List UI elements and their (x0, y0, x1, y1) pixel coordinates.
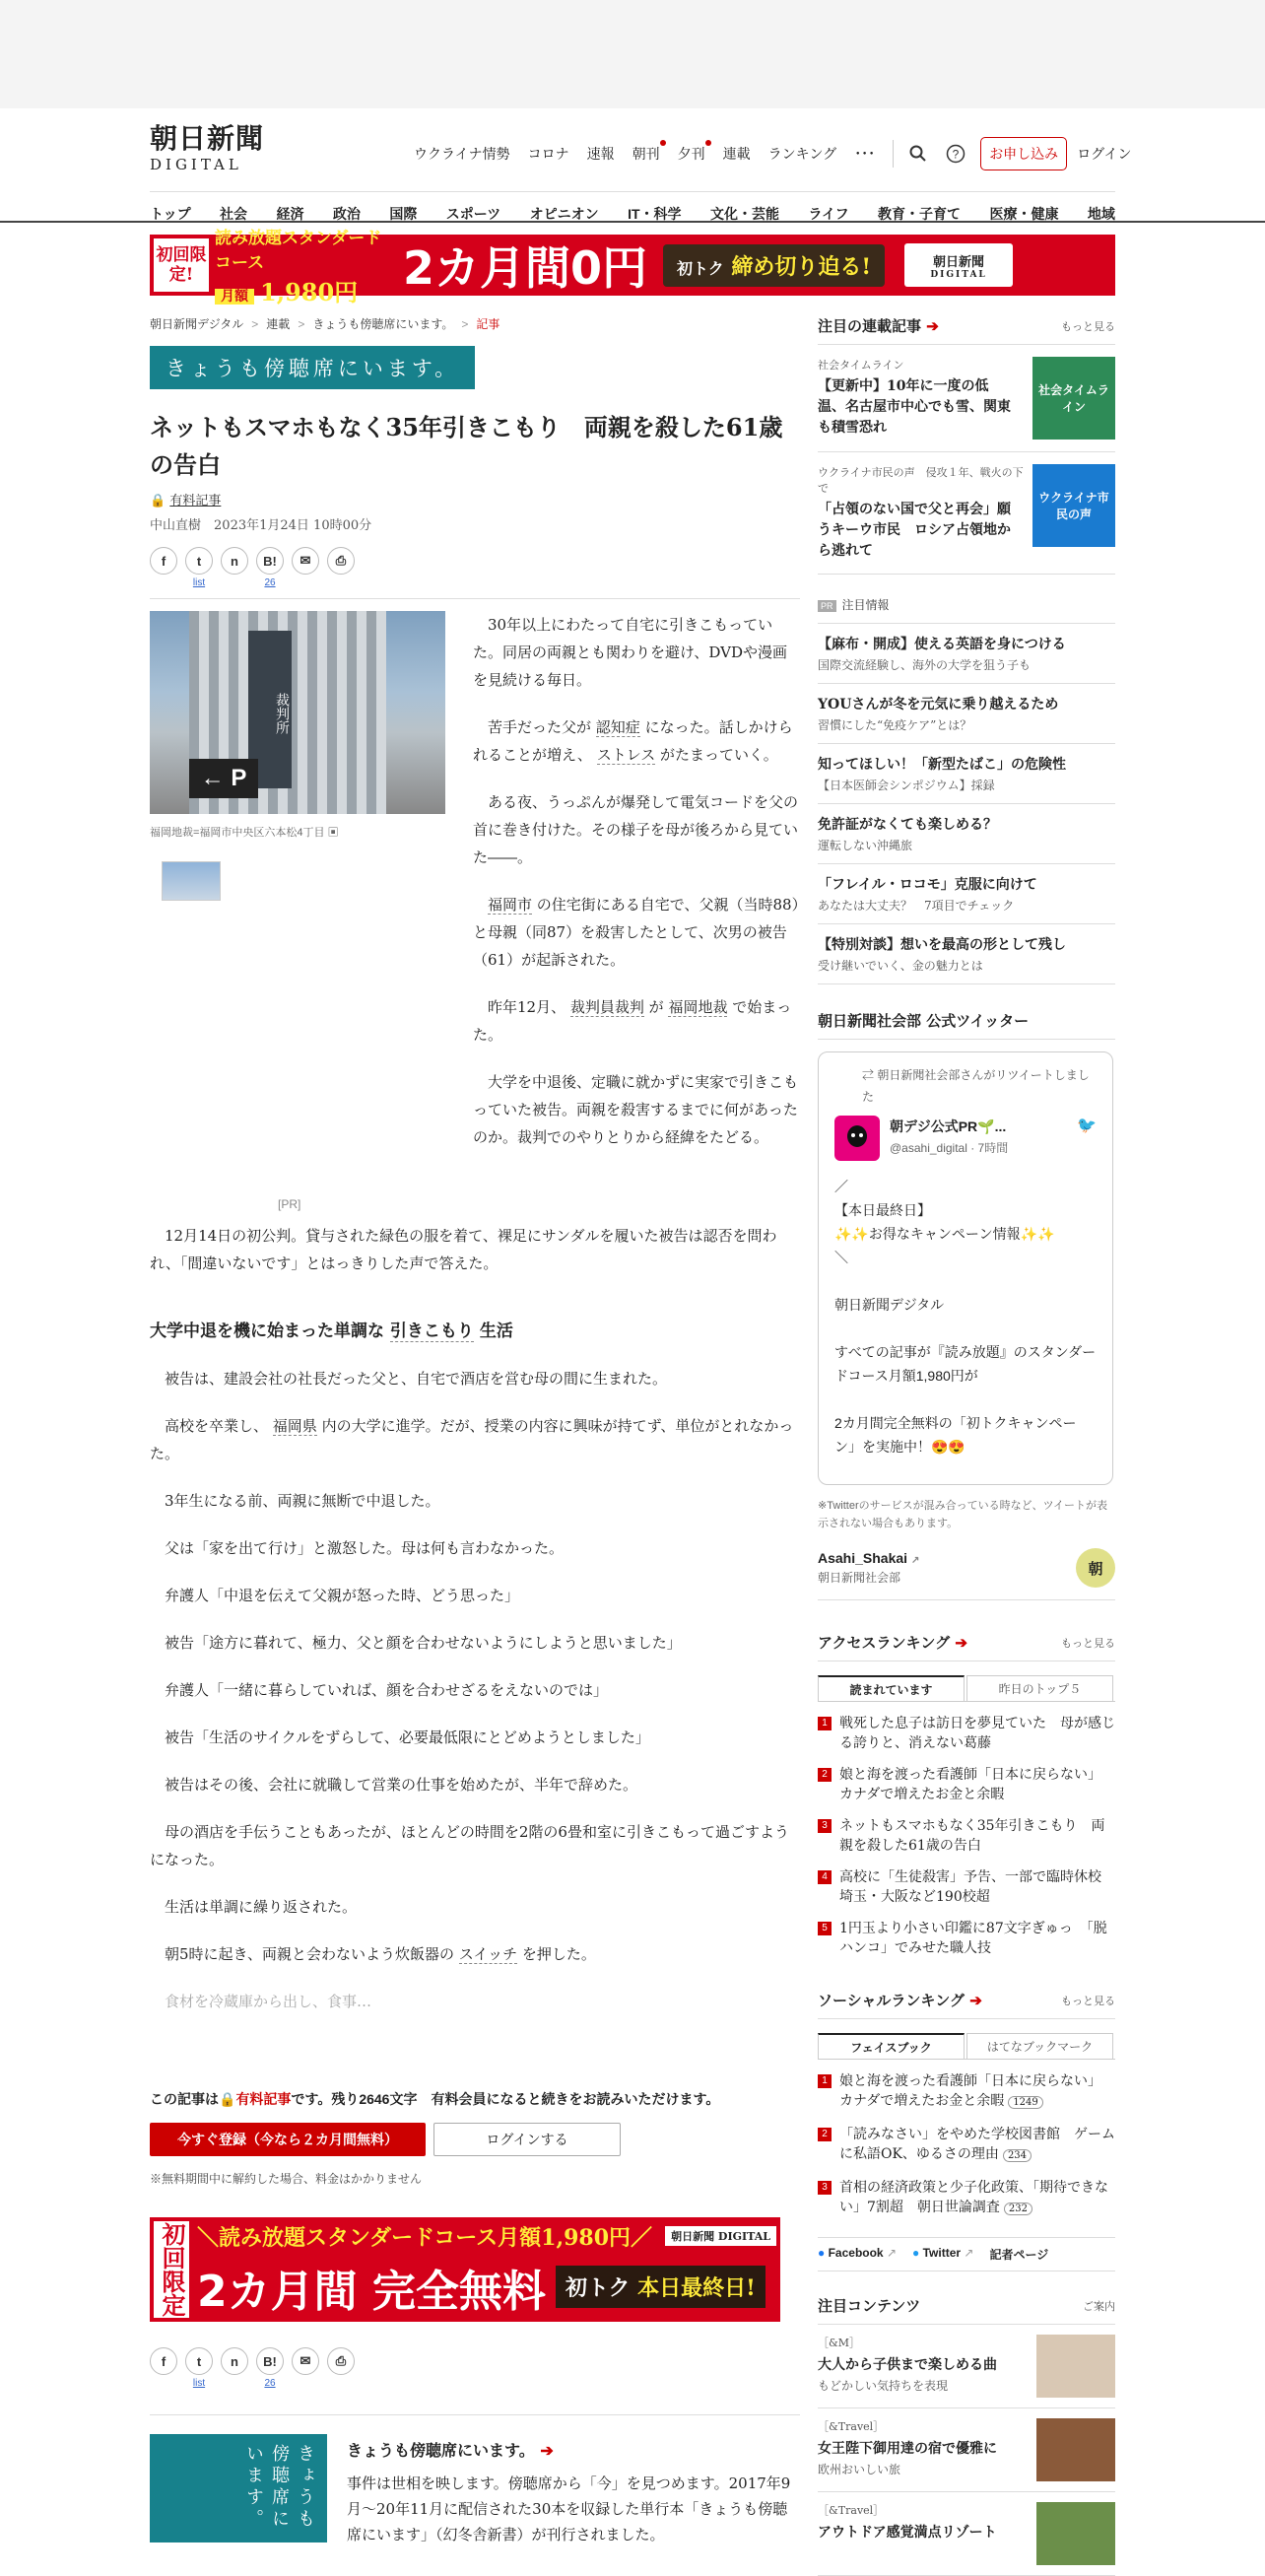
paragraph-fade: 食材を冷蔵庫から出し、食事… (165, 1993, 372, 2010)
sidebar-series-text (818, 357, 1015, 440)
sidebar-series-item[interactable] (818, 345, 1115, 452)
tweet-line: 【本日最終日】 (834, 1202, 931, 1218)
content-thumbnail[interactable] (1036, 2502, 1115, 2565)
ranking-item[interactable] (818, 1810, 1115, 1862)
tab-yesterday-top5[interactable]: 昨日のトップ５ (966, 1675, 1113, 1701)
facebook-icon: ● (818, 2246, 826, 2260)
account-badge: 朝 (1076, 1548, 1115, 1588)
content-title[interactable]: アウトドア感覚満点リゾート (818, 2525, 997, 2541)
keyword-link[interactable]: 認知症 (595, 718, 640, 736)
series-box-desc: 事件は世相を映します。傍聴席から「今」を見つめます。2017年9月～20年11月に配信された30本を収録した単行本「きょうも傍聴席にいます」（幻冬舎新書）が刊行されました。 (347, 2474, 791, 2543)
pr-sub: 国際交流経験し、海外の大学を狙う子も (818, 658, 1032, 672)
content-thumbnail[interactable] (1036, 2418, 1115, 2481)
tweet-line: 2カ月間完全無料の「初トクキャンペーン」を実施中！😍😍 (834, 1415, 1077, 1455)
content-list (818, 2325, 1115, 2576)
nav-culture[interactable]: 文化・芸能 (710, 206, 779, 222)
subheading (150, 1317, 800, 1341)
tweet-line: ＼ (834, 1250, 848, 1265)
hatena-share-icon[interactable]: B! 26 (256, 547, 284, 575)
banner2-line1 (197, 2221, 776, 2252)
article-body-right (473, 611, 800, 1171)
tweet-line: ✨✨お得なキャンペーン情報✨✨ (834, 1226, 1055, 1242)
print-icon[interactable]: ⎙ (327, 2347, 355, 2375)
nav-politics[interactable]: 政治 (332, 206, 361, 222)
paragraph: 被告はその後、会社に就職して営業の仕事を始めたが、半年で辞めた。 (165, 1776, 638, 1794)
banner2-toku (556, 2266, 766, 2308)
retweet-note-text: 朝日新聞社会部さんがリツイートしました (862, 1068, 1090, 1104)
pr-item[interactable] (818, 804, 1115, 864)
keyword-link[interactable]: 裁判員裁判 (569, 998, 644, 1016)
tab-facebook[interactable]: フェイスブック (818, 2033, 965, 2059)
util-corona[interactable]: コロナ (527, 146, 569, 162)
pr-sub: あなたは大丈夫？ 7項目でチェック (818, 899, 1015, 913)
hatena-share-icon[interactable]: B! 26 (256, 2347, 284, 2375)
nav-sports[interactable]: スポーツ (445, 206, 501, 222)
nav-health[interactable]: 医療・健康 (989, 206, 1059, 222)
divider (150, 2414, 800, 2415)
pr-tag: PR (818, 600, 836, 612)
share-count: 232 (1004, 2203, 1032, 2215)
pr-title[interactable]: 知ってほしい！「新型たばこ」の危険性 (818, 757, 1066, 773)
register-button[interactable]: 今すぐ登録（今なら２カ月間無料） (150, 2123, 426, 2156)
tab-most-read[interactable]: 読まれています (818, 1675, 965, 1701)
external-link-icon: ↗ (964, 2246, 974, 2260)
paragraph: 30年以上にわたって自宅に引きこもっていた。同居の両親とも関わりを避け、DVDや漫画を見続ける毎日。 (473, 616, 788, 689)
rank-number: 3 (818, 2181, 832, 2195)
paragraph: 生活は単調に繰り返された。 (165, 1898, 358, 1916)
util-ranking[interactable]: ランキング (767, 146, 837, 162)
series-thumbnail[interactable]: 社会タイムライン (1032, 357, 1115, 440)
series-title[interactable]: 【更新中】10年に一度の低温、名古屋市中心でも雪、関東も積雪恐れ (818, 378, 1011, 436)
access-ranking-title[interactable]: アクセスランキング (818, 1634, 951, 1652)
content-item[interactable] (818, 2408, 1115, 2492)
pr-title[interactable]: 免許証がなくても楽しめる？ (818, 817, 997, 833)
pr-item[interactable] (818, 924, 1115, 984)
ranking-title[interactable]: 1円玉より小さい印鑑に87文字ぎゅっ 「脱ハンコ」でみせた職人技 (839, 1921, 1107, 1956)
util-evening[interactable]: 夕刊 (677, 146, 705, 162)
content-label: ［&Travel］ (818, 2420, 885, 2433)
banner-brand-en: DIGITAL (930, 269, 987, 280)
note-share-icon[interactable]: n (221, 2347, 248, 2375)
nav-it-science[interactable]: IT・科学 (628, 206, 682, 222)
pr-list (818, 624, 1115, 984)
paragraph: 父は「家を出て行け」と激怒した。母は何も言わなかった。 (165, 1539, 565, 1557)
rank-number: 5 (818, 1922, 832, 1935)
util-morning[interactable]: 朝刊 (632, 146, 660, 162)
article-photo[interactable] (150, 611, 445, 814)
divider (150, 598, 800, 599)
tweet-name[interactable]: 朝デジ公式PR🌱... (890, 1119, 1007, 1134)
ranking-title[interactable]: 「読みなさい」をやめた学校図書館 ゲームに私語OK、ゆるさの理由 234 (839, 2127, 1115, 2162)
content-guide-link[interactable]: ご案内 (1083, 2300, 1115, 2313)
ranking-title[interactable]: 戦死した息子は訪日を夢見ていた 母が感じる誇りと、消えない葛藤 (839, 1716, 1115, 1751)
reporter-page-link[interactable]: 記者ページ (989, 2248, 1049, 2262)
content-text (818, 2502, 997, 2565)
paragraph: 昨年12月、 裁判員裁判 が 福岡地裁 で始まった。 (473, 998, 792, 1044)
access-ranking-header (818, 1632, 1115, 1661)
avatar[interactable] (834, 1116, 880, 1161)
ranking-item[interactable] (818, 1913, 1115, 1964)
series-box-text (347, 2438, 800, 2547)
arrow-right-icon: ➔ (969, 1992, 982, 2009)
facebook-link[interactable]: ● Facebook ↗ (818, 2246, 898, 2260)
hatena-count[interactable]: 26 (264, 2378, 276, 2389)
util-breaking[interactable]: 速報 (586, 146, 615, 162)
paragraph: 弁護人「中退を伝えて父親が怒った時、どう思った」 (165, 1587, 520, 1604)
arrow-right-icon: ➔ (926, 317, 939, 335)
series-label: 社会タイムライン (818, 360, 904, 372)
nav-life[interactable]: ライフ (808, 206, 849, 222)
banner-monthly: 月額 (215, 289, 254, 305)
banner2-content (197, 2221, 776, 2319)
paragraph: 高校を卒業し、 福岡県 内の大学に進学。だが、授業の内容に興味が持てず、単位がとれなかった。 (150, 1417, 794, 1462)
banner-course-name: 読み放題スタンダードコース (215, 228, 382, 273)
photo-caption (150, 824, 445, 840)
banner-price-row (215, 273, 387, 307)
article-meta (150, 514, 800, 533)
paid-label-row (150, 490, 800, 508)
more-link[interactable]: もっと見る (1061, 1995, 1115, 2007)
retweet-note (834, 1064, 1097, 1108)
print-icon[interactable]: ⎙ (327, 547, 355, 575)
pr-sub: 習慣にした“免疫ケア”とは？ (818, 718, 972, 732)
tweet-line (834, 1388, 1097, 1411)
banner-price: 1,980円 (260, 277, 359, 306)
pr-sub: 【日本医師会シンポジウム】採録 (818, 779, 995, 792)
more-link[interactable]: もっと見る (1061, 320, 1115, 333)
crumb-current: 記事 (476, 317, 500, 331)
arrow-right-icon: ➔ (540, 2441, 554, 2460)
nav-international[interactable]: 国際 (389, 206, 418, 222)
twitter-header-title: 朝日新聞社会部 公式ツイッター (818, 1012, 1030, 1030)
series-box-title[interactable]: きょうも傍聴席にいます。 ➔ (347, 2441, 554, 2460)
util-ukraine[interactable]: ウクライナ情勢 (414, 146, 510, 162)
series-thumbnail[interactable]: ウクライナ市民の声 (1032, 464, 1115, 547)
pr-item[interactable] (818, 684, 1115, 744)
tweet-body (834, 1175, 1097, 1485)
login-link[interactable]: ログイン (1077, 146, 1132, 162)
banner2-first-time: 初回限定 (154, 2221, 189, 2318)
ranking-title[interactable]: 娘と海を渡った看護師「日本に戻らない」 カナダで増えたお金と余暇 (839, 1767, 1108, 1802)
pr-title[interactable]: 「フレイル・ロコモ」克服に向けて (818, 877, 1037, 893)
tweet-line: 朝日新聞デジタル (834, 1297, 945, 1313)
content-label: ［&Travel］ (818, 2504, 885, 2517)
twitter-icon: ● (912, 2246, 920, 2260)
ranking-item[interactable] (818, 2172, 1115, 2225)
site-header (0, 108, 1265, 223)
keyword-link[interactable]: 引きこもり (389, 1322, 474, 1341)
sidebar-series-header (818, 315, 1115, 345)
enlarge-icon[interactable]: ▣ (327, 827, 339, 839)
series-box-image: きょうも傍聴席にいます。 (150, 2434, 327, 2542)
util-divider (893, 140, 894, 168)
rank-number: 1 (818, 1717, 832, 1730)
photo-arrow: ← P (189, 759, 258, 798)
tweet-account-info (890, 1116, 1077, 1161)
mail-share-icon[interactable]: ✉ (292, 547, 319, 575)
pr-item[interactable] (818, 744, 1115, 804)
pr-header (818, 596, 1115, 624)
banner-deadline: 締め切り迫る! (731, 253, 872, 280)
article-body-full (150, 1222, 800, 2035)
lock-icon: 🔒 (150, 494, 166, 508)
hatena-count[interactable]: 26 (264, 577, 276, 588)
ranking-item[interactable] (818, 1862, 1115, 1913)
social-links (818, 2237, 1115, 2271)
paywall-pre: この記事は (150, 2091, 219, 2107)
paragraph: 3年生になる前、両親に無断で中退した。 (165, 1492, 440, 1510)
social-ranking-list (818, 2066, 1115, 2225)
sidebar-series-item[interactable] (818, 452, 1115, 575)
content-thumbnail[interactable] (1036, 2335, 1115, 2398)
tweet-account[interactable] (834, 1116, 1097, 1161)
logo-en: DIGITAL (150, 156, 242, 173)
promo-banner-top[interactable] (150, 228, 1115, 306)
mail-share-icon[interactable]: ✉ (292, 2347, 319, 2375)
rank-number: 2 (818, 1768, 832, 1782)
more-link[interactable]: もっと見る (1061, 1637, 1115, 1650)
content-label: ［&M］ (818, 2337, 861, 2349)
search-icon[interactable] (905, 141, 931, 167)
share-count: 1249 (1008, 2096, 1042, 2109)
logo-ja: 朝日新聞 (150, 122, 265, 155)
tweet-line (834, 1482, 1097, 1485)
publish-date: 2023年1月24日 10時00分 (214, 518, 372, 533)
top-spacer (0, 0, 1265, 108)
banner2-line2 (197, 2256, 776, 2319)
subheading-text: 生活 (479, 1322, 513, 1341)
promo-banner-bottom[interactable] (150, 2217, 780, 2322)
nav-region[interactable]: 地域 (1087, 206, 1115, 222)
content-title[interactable]: 大人から子供まで楽しめる曲 (818, 2357, 997, 2373)
retweet-icon: ⇄ (862, 1068, 875, 1082)
ranking-item[interactable] (818, 2119, 1115, 2172)
twitter-note: ※Twitterのサービスが混み合っている時など、ツイートが表示されない場合もあります。 (818, 1500, 1108, 1529)
banner-course (215, 224, 387, 307)
banner-brand (904, 243, 1013, 287)
series-header-banner[interactable]: きょうも傍聴席にいます。 (150, 346, 475, 389)
subheading-text: 大学中退を機に始まった単調な (150, 1322, 384, 1341)
twitter-account-info (818, 1550, 919, 1586)
social-ranking-title[interactable]: ソーシャルランキング (818, 1992, 965, 2009)
share-count: 234 (1003, 2149, 1032, 2162)
paragraph: 被告「生活のサイクルをずらして、必要最低限にとどめようとしました」 (165, 1729, 650, 1746)
account-name[interactable]: Asahi_Shakai ↗ (818, 1550, 920, 1566)
rank-number: 4 (818, 1870, 832, 1884)
utility-nav (414, 136, 1150, 171)
banner-toku-label: 初トク (677, 258, 724, 278)
nav-opinion[interactable]: オピニオン (529, 206, 599, 222)
content-title[interactable]: 女王陛下御用達の宿で優雅に (818, 2441, 997, 2457)
tab-hatena[interactable]: はてなブックマーク (966, 2033, 1113, 2059)
content-header (818, 2295, 1115, 2325)
share-bar (150, 547, 800, 590)
help-icon[interactable] (943, 141, 968, 167)
sidebar (818, 315, 1115, 2576)
pr-title[interactable]: YOUさんが冬を元気に乗り越えるため (818, 697, 1059, 712)
nav-economy[interactable]: 経済 (276, 206, 304, 222)
subscribe-button[interactable]: お申し込み (980, 137, 1067, 170)
paid-label: 有料記事 (169, 494, 222, 508)
nav-education[interactable]: 教育・子育て (878, 206, 962, 222)
paywall-paid: 🔒有料記事 (219, 2091, 292, 2107)
series-title[interactable]: 「占領のない国で父と再会」願うキーウ市民 ロシア占領地から逃れて (818, 502, 1011, 559)
pr-header-title: 注目情報 (841, 598, 890, 612)
banner-toku (663, 244, 885, 287)
article-figure (150, 611, 445, 901)
banner2-brand: 朝日新聞 DIGITAL (665, 2226, 776, 2246)
pr-item[interactable] (818, 624, 1115, 684)
tweet-handle: @asahi_digital · 7時間 (890, 1141, 1009, 1155)
ranking-item[interactable] (818, 1708, 1115, 1759)
access-tabs (818, 1675, 1115, 1702)
tweet-line (834, 1458, 1097, 1482)
paragraph: 母の酒店を手伝うこともあったが、ほとんどの時間を2階の6畳和室に引きこもって過ごすようになった。 (150, 1823, 789, 1868)
util-series[interactable]: 連載 (722, 146, 751, 162)
banner2-course: ＼読み放題スタンダードコース月額1,980円／ (197, 2224, 653, 2251)
content-item[interactable] (818, 2325, 1115, 2408)
content-item[interactable] (818, 2492, 1115, 2576)
rank-number: 3 (818, 1819, 832, 1833)
paragraph: 弁護人「一緒に暮らしていれば、顔を合わせざるをえないのでは」 (165, 1681, 609, 1699)
tweet-line: ／ (834, 1179, 848, 1194)
crumb-home[interactable]: 朝日新聞デジタル (150, 317, 244, 331)
banner-first-time: 初回限定! (154, 238, 209, 292)
twitter-account-row[interactable] (818, 1548, 1115, 1600)
facebook-share-icon[interactable]: f (150, 2347, 177, 2375)
banner2-toku-label: 初トク (565, 2275, 631, 2301)
tweet-line (834, 1269, 1097, 1293)
banner2-headline: 2カ月間 完全無料 (197, 2266, 546, 2317)
twitter-header (818, 1010, 1115, 1040)
paragraph-list (150, 1365, 800, 1968)
share-bar-bottom (150, 2347, 355, 2389)
crumb-series-name[interactable]: きょうも傍聴席にいます。 (312, 317, 454, 331)
crumb-series[interactable]: 連載 (266, 317, 291, 331)
keyword-link[interactable]: 福岡地裁 (668, 998, 728, 1016)
paywall (150, 2089, 800, 2187)
article-title: ネットもスマホもなく35年引きこもり 両親を殺した61歳の告白 (150, 413, 783, 479)
twitter-list-link[interactable]: list (192, 577, 206, 588)
paragraph: 大学を中退後、定職に就かずに実家で引きこもっていた被告。両親を殺害するまでに何があったのか。裁判でのやりとりから経緯をたどる。 (473, 1073, 799, 1146)
paragraph: 被告「途方に暮れて、極力、父と顔を合わせないようにしようと思いました」 (165, 1634, 682, 1652)
content-desc: 欧州おいしい旅 (818, 2463, 901, 2476)
series-label: ウクライナ市民の声 侵攻１年、戦火の下で (818, 467, 1024, 495)
keyword-link[interactable]: 福岡市 (488, 896, 533, 914)
paywall-note: ※無料期間中に解約した場合、料金はかかりません (150, 2172, 423, 2186)
twitter-embed[interactable] (818, 1051, 1113, 1485)
article-main (150, 315, 800, 2543)
content-text (818, 2418, 997, 2481)
sidebar-series-list (818, 345, 1115, 575)
util-more[interactable]: ･･･ (854, 146, 876, 162)
main-nav (150, 191, 1115, 224)
paywall-buttons (150, 2123, 800, 2156)
ranking-item[interactable] (818, 2066, 1115, 2119)
banner-brand-ja: 朝日新聞 (933, 254, 985, 270)
facebook-share-icon[interactable]: f (150, 547, 177, 575)
rank-number: 1 (818, 2074, 832, 2088)
paragraph: 被告は、建設会社の社長だった父と、自宅で酒店を営む母の間に生まれた。 (165, 1370, 668, 1388)
keyword-link[interactable]: スイッチ (458, 1945, 518, 1963)
author[interactable]: 中山直樹 (150, 518, 202, 533)
login-button[interactable]: ログインする (433, 2123, 621, 2156)
content-desc: もどかしい気持ちを表現 (818, 2379, 949, 2393)
svg-text:?: ? (952, 147, 960, 162)
external-link-icon: ↗ (886, 2246, 898, 2260)
pr-label: [PR] (278, 1197, 301, 1211)
sidebar-series-text (818, 464, 1032, 562)
external-link-icon: ↗ (910, 1555, 920, 1566)
paragraph: 朝5時に起き、両親と会わないよう炊飯器の スイッチ を押した。 (165, 1945, 596, 1963)
pr-item[interactable] (818, 864, 1115, 924)
tweet-line (834, 1317, 1097, 1340)
site-logo[interactable] (150, 122, 278, 177)
ranking-title[interactable]: 首相の経済政策と少子化政策、「期待できない」7割超 朝日世論調査 232 (839, 2180, 1108, 2215)
paywall-post: です。残り2646文字 有料会員になると続きをお読みいただけます。 (291, 2091, 720, 2107)
access-ranking-list (818, 1708, 1115, 1964)
sidebar-series-title[interactable]: 注目の連載記事 (818, 317, 922, 335)
paragraph: 福岡市 の住宅街にある自宅で、父親（当時88）と母親（同87）を殺害したとして、次男の被告（61）が起訴された。 (473, 896, 800, 969)
banner-headline: 2カ月間0円 (403, 241, 648, 295)
twitter-link[interactable]: ● Twitter ↗ (912, 2246, 974, 2260)
social-ranking-header (818, 1990, 1115, 2019)
ranking-title[interactable]: ネットもスマホもなく35年引きこもり 両親を殺した61歳の告白 (839, 1818, 1105, 1854)
pr-sub: 受け継いでいく、金の魅力とは (818, 959, 983, 973)
paragraph: 苦手だった父が 認知症 になった。話しかけられることが増え、 ストレス がたまっていく。 (473, 718, 793, 764)
pr-title[interactable]: 【特別対談】想いを最高の形として残し (818, 937, 1066, 953)
rank-number: 2 (818, 2128, 832, 2141)
breadcrumb: 朝日新聞デジタル > 連載 > きょうも傍聴席にいます。 > 記事 (150, 316, 500, 331)
tweet-line: すべての記事が『読み放題』のスタンダードコース月額1,980円が (834, 1344, 1097, 1384)
twitter-share-icon[interactable]: t list (185, 2347, 213, 2375)
content-text (818, 2335, 997, 2398)
content-header-title: 注目コンテンツ (818, 2297, 921, 2315)
photo-thumbnail[interactable] (162, 861, 221, 901)
ranking-item[interactable] (818, 1759, 1115, 1810)
ranking-title[interactable]: 高校に「生徒殺害」予告、一部で臨時休校 埼玉・大阪など190校超 (839, 1869, 1115, 1905)
keyword-link[interactable]: 福岡県 (272, 1417, 317, 1435)
paragraph: 12月14日の初公判。貸与された緑色の服を着て、裸足にサンダルを履いた被告は認否を問われ、「間違いないです」とはっきりした声で答えた。 (150, 1227, 777, 1272)
paywall-text (150, 2089, 800, 2109)
photo-sign: 裁判所 (248, 631, 292, 788)
twitter-list-link[interactable]: list (192, 2378, 206, 2389)
pr-sub: 運転しない沖縄旅 (818, 839, 913, 852)
pr-title[interactable]: 【麻布・開成】使える英語を身につける (818, 637, 1066, 652)
twitter-bird-icon[interactable]: 🐦 (1077, 1118, 1097, 1134)
paragraph: ある夜、うっぷんが爆発して電気コードを父の首に巻き付けた。その様子を母が後ろから見ていた――。 (473, 793, 799, 866)
nav-society[interactable]: 社会 (220, 206, 248, 222)
note-share-icon[interactable]: n (221, 547, 248, 575)
social-tabs (818, 2033, 1115, 2060)
photo-caption-text: 福岡地裁=福岡市中央区六本松4丁目 (150, 827, 325, 839)
keyword-link[interactable]: ストレス (596, 746, 656, 764)
ranking-title[interactable]: 娘と海を渡った看護師「日本に戻らない」 カナダで増えたお金と余暇 1249 (839, 2073, 1108, 2109)
banner2-last-day: 本日最終日! (637, 2275, 756, 2301)
nav-top[interactable]: トップ (150, 206, 191, 222)
twitter-share-icon[interactable]: t list (185, 547, 213, 575)
arrow-right-icon: ➔ (955, 1634, 967, 1652)
account-sub: 朝日新聞社会部 (818, 1571, 901, 1585)
